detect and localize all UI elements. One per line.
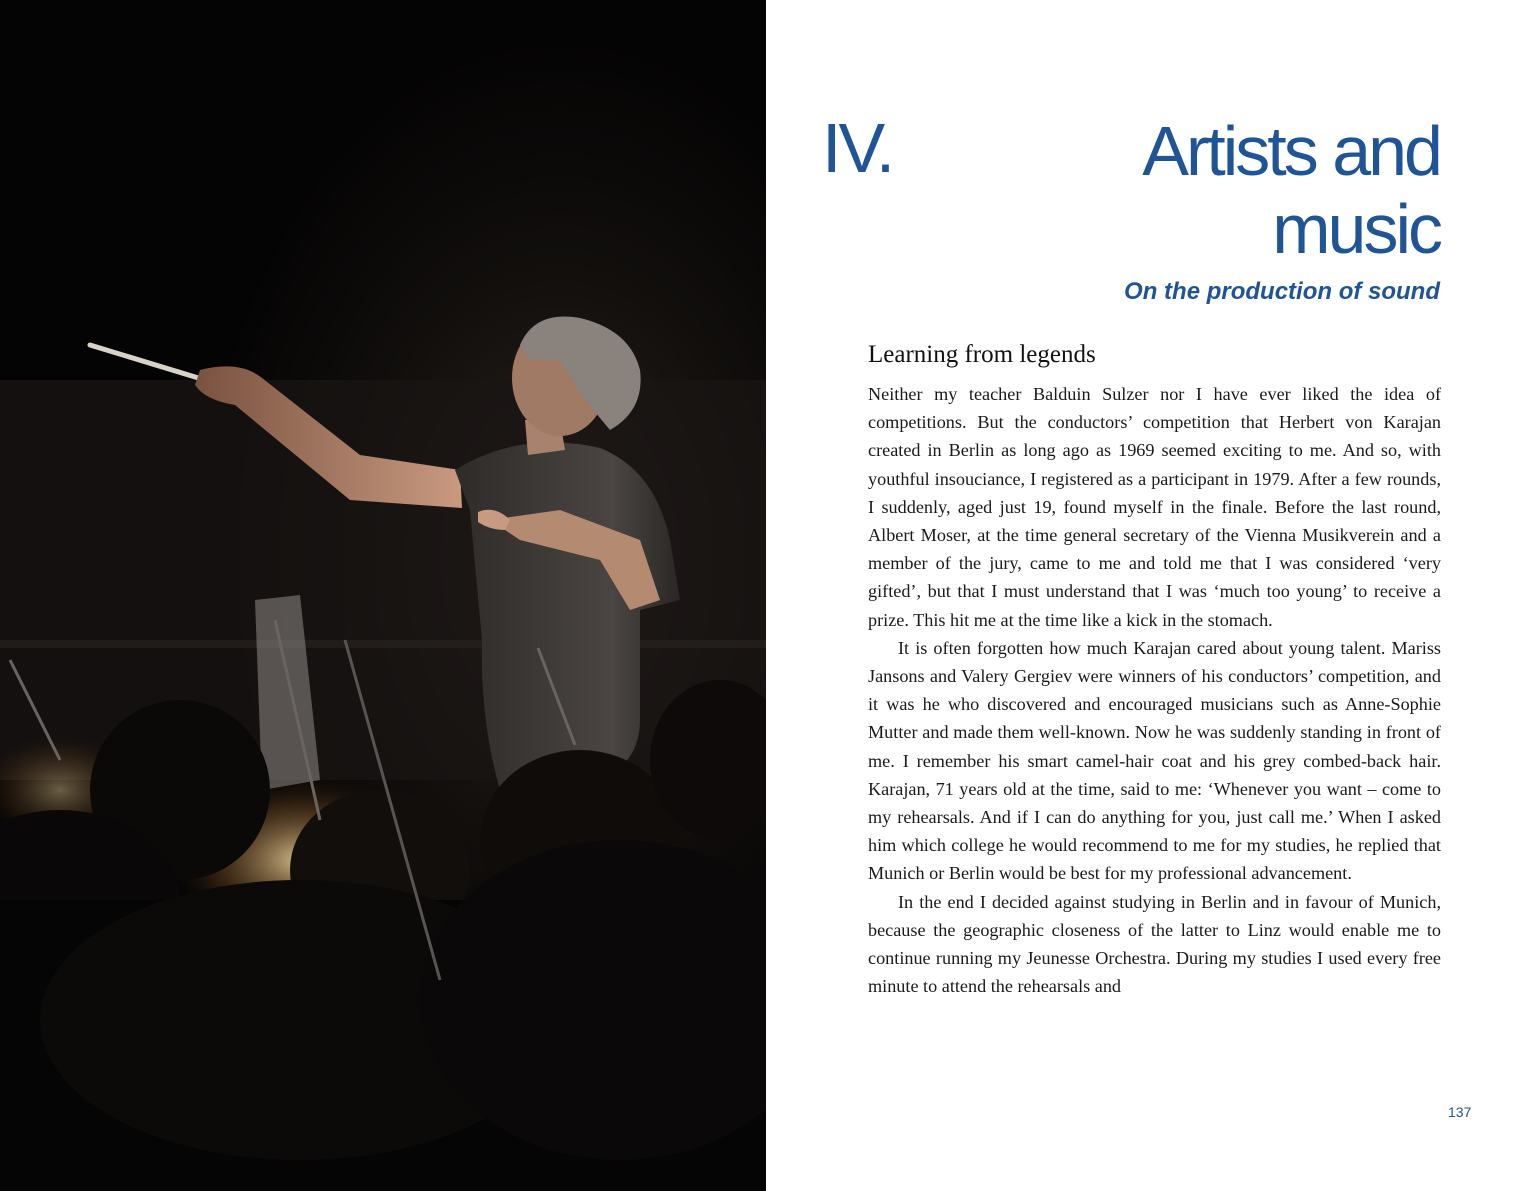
- paragraph: Neither my teacher Balduin Sulzer nor I have ever liked the idea of competitions. But the conductors’ competition that Herbert von Karajan created in Berlin as long ago as 1969 seemed exciting to me. And so, with youthful insouciance, I registered as a participant in 1979. After a few rounds, I suddenly, aged just 19, found myself in the finale. Before the last round, Albert Moser, at the time general secretary of the Vienna Musikverein and a member of the jury, came to me and told me that I was considered ‘very gifted’, but that I must understand that I was ‘much too young’ to receive a prize. This hit me at the time like a kick in the stomach.: [868, 384, 1441, 630]
- paragraph: It is often forgotten how much Karajan cared about young talent. Mariss Jansons and Valery Gergiev were winners of his conductors’ competition, and it was he who discovered and encouraged musicians such as Anne-Sophie Mutter and made them well-known. Now he was suddenly standing in front of me. I remember his smart camel-hair coat and his grey combed-back hair. Karajan, 71 years old at the time, said to me: ‘Whenever you want – come to my rehearsals. And if I can do anything for you, just call me.’ When I asked him which college he would recommend to me for my studies, he replied that Munich or Berlin would be best for my professional advancement.: [868, 637, 1441, 884]
- chapter-number: IV.: [822, 109, 893, 187]
- body-text: [868, 380, 1441, 1000]
- page-number: 137: [1448, 1104, 1472, 1120]
- chapter-subtitle: On the production of sound: [1124, 278, 1440, 305]
- paragraph: In the end I decided against studying in Berlin and in favour of Munich, because the geographic closeness of the latter to Linz would enable me to continue running my Jeunesse Orchestra. During my studies I used every free minute to attend the rehearsals and: [868, 891, 1441, 997]
- text-page: [766, 0, 1531, 1191]
- chapter-title: Artists and music: [1142, 112, 1440, 268]
- section-heading: Learning from legends: [868, 341, 1096, 368]
